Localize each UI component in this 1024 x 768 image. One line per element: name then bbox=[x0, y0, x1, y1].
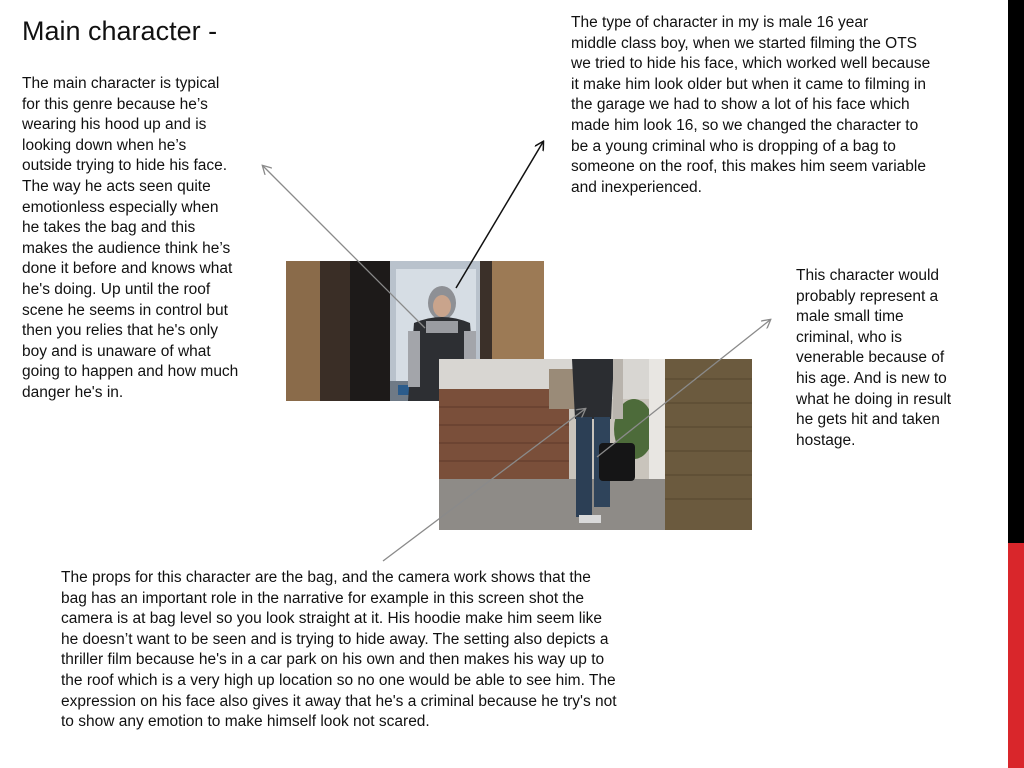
character-type-paragraph: The type of character in my is male 16 year middle class boy, when we started filming the OTS we tried to hide his face, which worked well because it make him look older but when it came to filming in the garage we had to show a lot of his face which made him look 16, so we changed the character to be a young criminal who is dropping of a bag to someone on the roof, this makes him seem variable and inexperienced. bbox=[571, 14, 931, 196]
props-paragraph: The props for this character are the bag, and the camera work shows that the bag has an important role in the narrative for example in this screen shot the camera is at bag level so you look straight at it. His hoodie make him seem like he doesn’t want to be seen and is trying to hide away. The setting also depicts a thriller film because he's in a car park on his own and then makes his way up to the roof which is a very high up location so no one would be able to see him. The expression on his face also gives it away that he's a criminal because he try's not to show any emotion to make himself look not scared. bbox=[61, 569, 617, 731]
sidebar-accent-black bbox=[1008, 0, 1024, 543]
main-character-paragraph: The main character is typical for this genre because he’s wearing his hood up and is looking down when he’s outside trying to hide his face. The way he acts seen quite emotionless especially when he takes the bag and this makes the audience think he’s done it before and knows what he's doing. Up until the roof scene he seems in control but then you relies that he's only boy and is unaware of what going to happen and how much danger he's in. bbox=[22, 75, 239, 401]
sidebar-accent-red bbox=[1008, 543, 1024, 768]
film-still-walking-with-bag bbox=[439, 359, 752, 530]
character-representation-paragraph: This character would probably represent a male small time criminal, who is venerable because of his age. And is new to what he doing in result he gets hit and taken hostage. bbox=[796, 267, 952, 449]
slide-title: Main character - bbox=[22, 16, 218, 46]
